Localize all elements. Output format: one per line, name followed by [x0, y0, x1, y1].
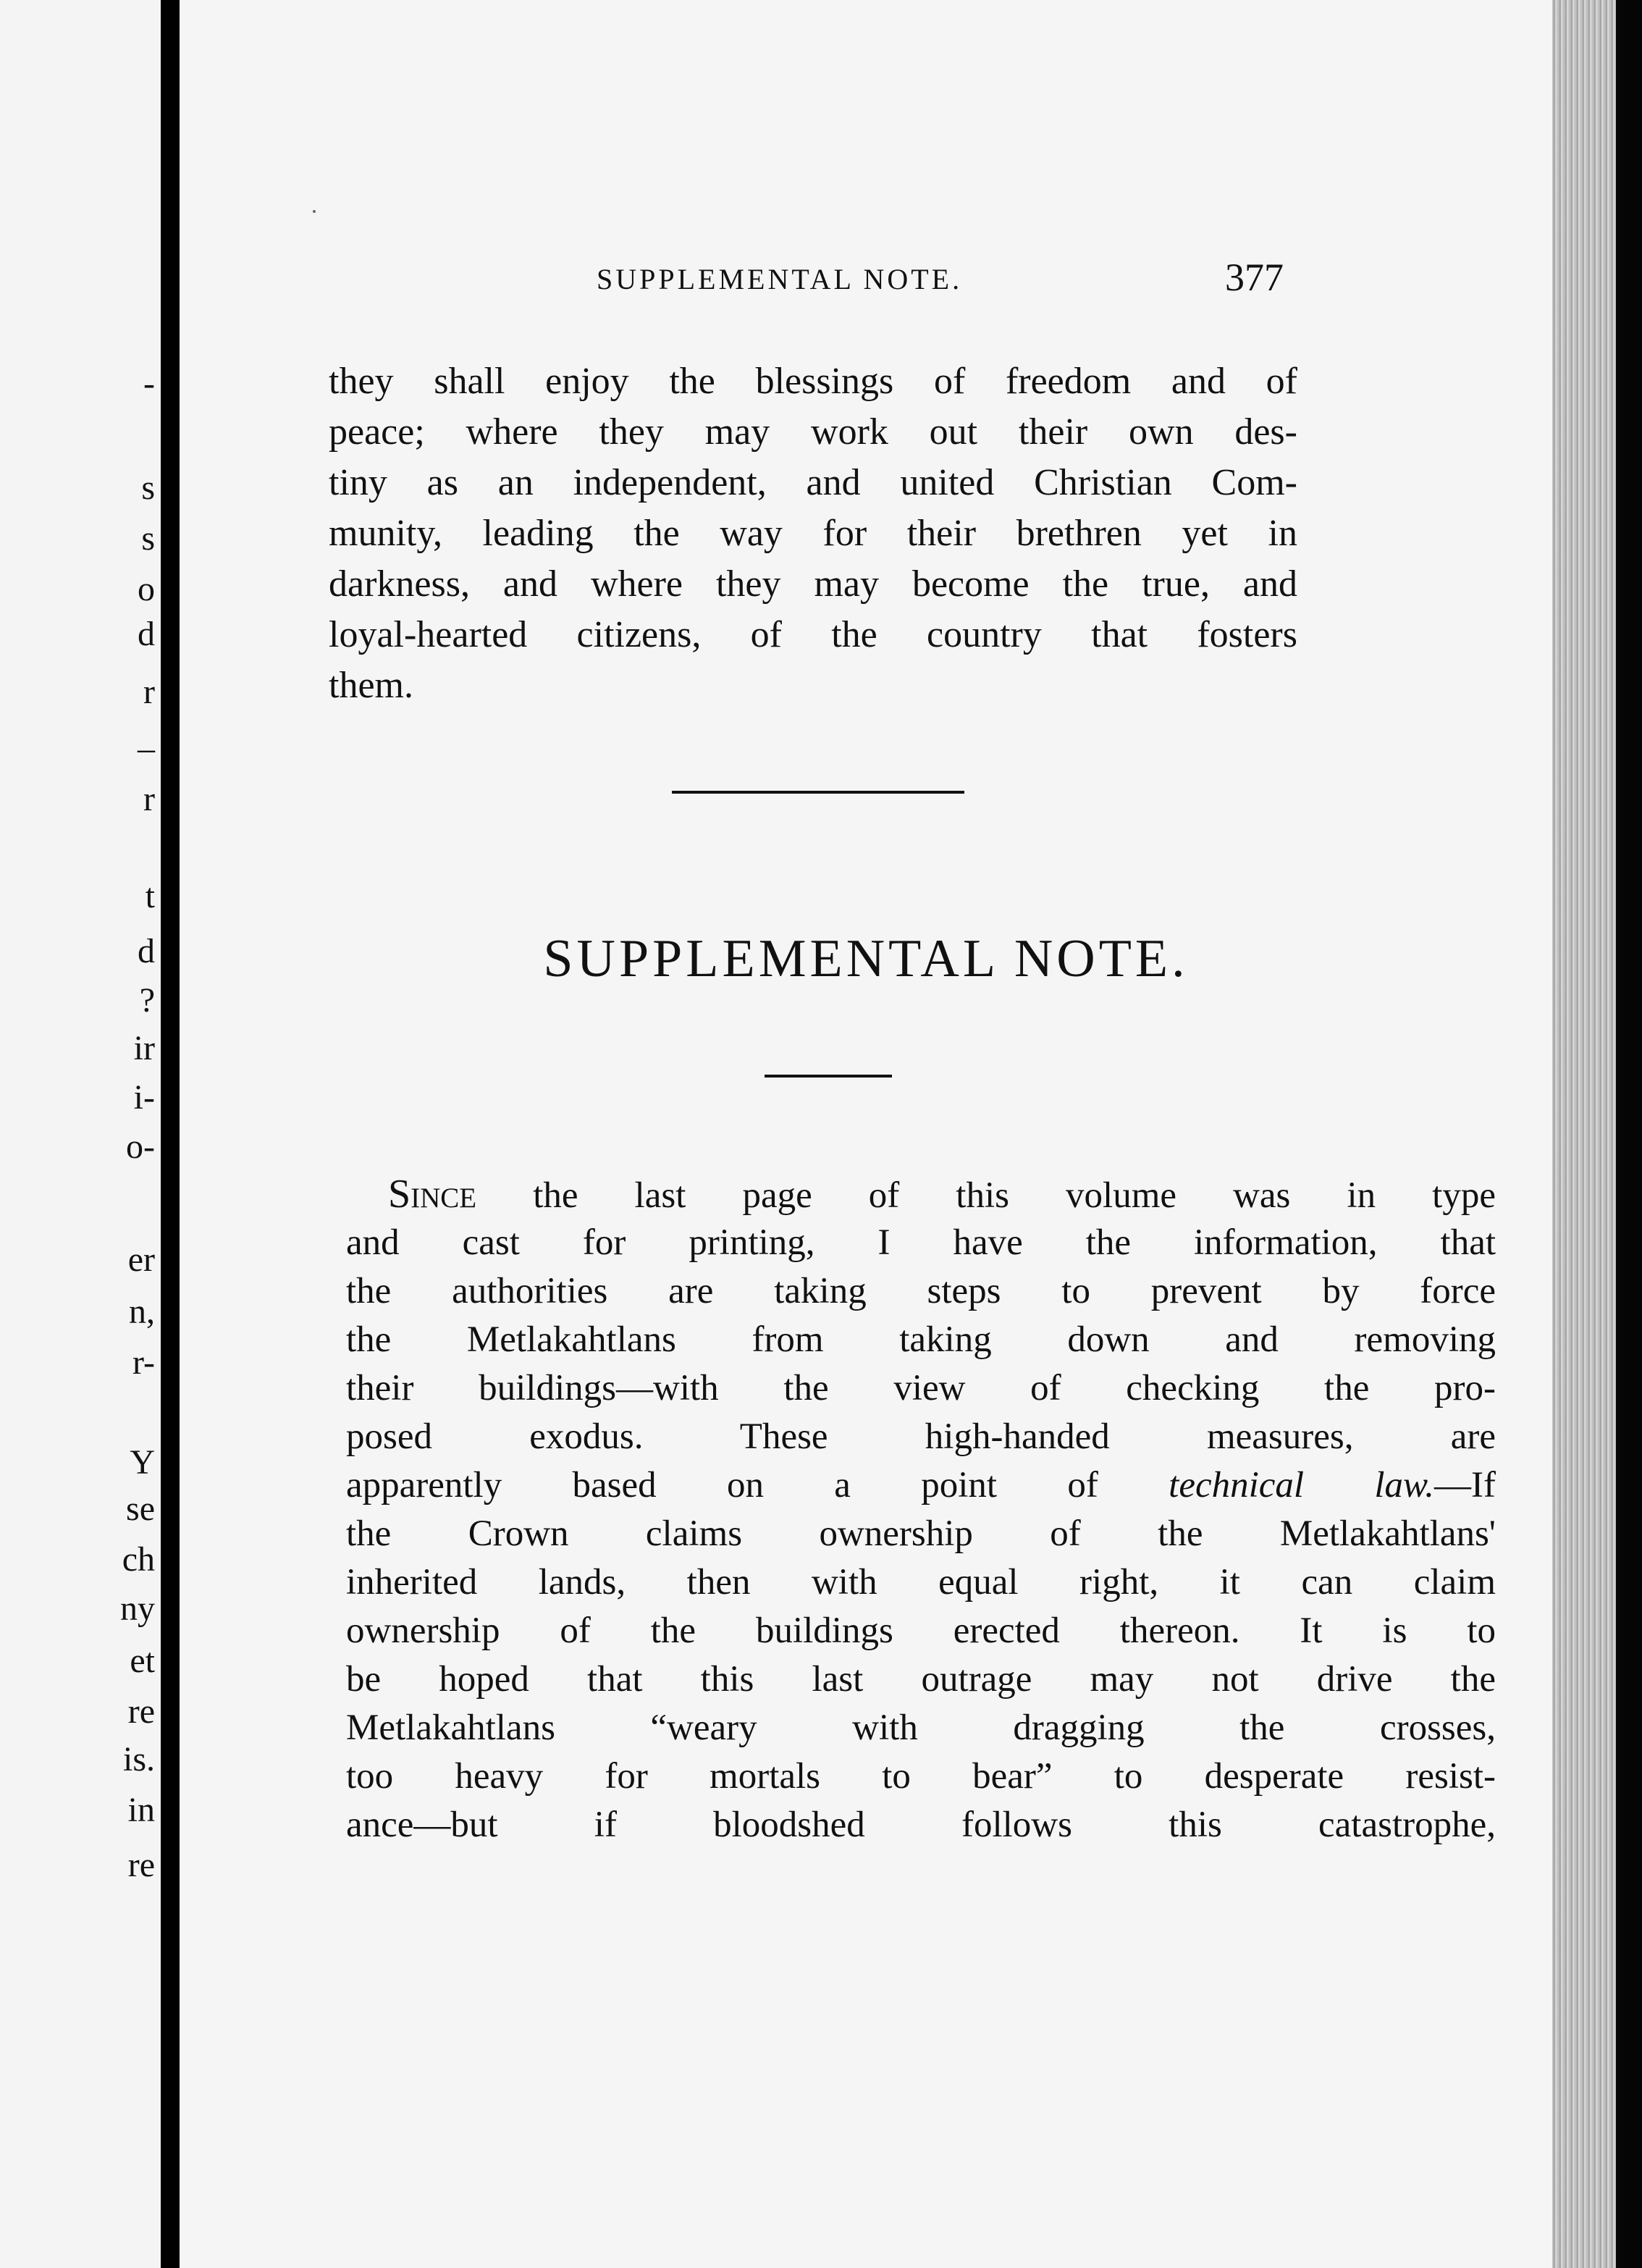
edge-fragment: se: [126, 1490, 155, 1528]
continuation-paragraph: [329, 356, 1297, 711]
edge-fragment: Y: [130, 1443, 155, 1482]
running-head: [180, 256, 1552, 306]
text-line: and cast for printing, I have the information, that: [346, 1222, 1496, 1263]
text-line: the authorities are taking steps to prevent by force: [346, 1271, 1496, 1311]
text-line: too heavy for mortals to bear” to desperate resist-: [346, 1756, 1496, 1797]
edge-fragment: is.: [122, 1740, 155, 1778]
line-text: apparently based on a point of: [346, 1465, 1169, 1505]
text-line: [346, 1461, 1496, 1510]
text-line: them.: [329, 665, 413, 706]
edge-fragment: re: [127, 1846, 155, 1884]
page-number: 377: [1225, 256, 1284, 299]
edge-fragment: s: [141, 469, 155, 507]
edge-fragment: s: [141, 519, 155, 558]
edge-fragment: i-: [133, 1078, 155, 1117]
text-line: darkness, and where they may become the true, and: [329, 563, 1297, 605]
text-line: ownership of the buildings erected thereon. It is to: [346, 1610, 1496, 1651]
edge-fragment: d: [138, 615, 155, 653]
edge-fragment: ch: [122, 1540, 155, 1579]
edge-fragment: n,: [129, 1293, 155, 1331]
edge-fragment: -: [143, 364, 155, 403]
text-line: their buildings—with the view of checking the pro-: [346, 1368, 1496, 1408]
book-page-edges: [1552, 0, 1616, 2268]
left-page-text-fragments: [75, 0, 155, 2268]
text-line: ance—but if bloodshed follows this catastrophe,: [346, 1805, 1496, 1845]
edge-fragment: ny: [120, 1589, 155, 1628]
text-line: posed exodus. These high-handed measures, are: [346, 1416, 1496, 1457]
heading-underline-rule: [765, 1075, 892, 1078]
edge-fragment: et: [130, 1642, 155, 1680]
edge-fragment: in: [127, 1791, 155, 1829]
italic-phrase: technical law.: [1169, 1465, 1435, 1505]
text-line: they shall enjoy the blessings of freedom and of: [329, 361, 1297, 402]
text-line: be hoped that this last outrage may not drive the: [346, 1659, 1496, 1700]
edge-fragment: t: [145, 877, 155, 915]
text-line: peace; where they may work out their own des-: [329, 411, 1297, 453]
scan-border: [1616, 0, 1642, 2268]
edge-fragment: r: [143, 780, 155, 818]
edge-fragment: ?: [139, 981, 155, 1020]
edge-fragment: r: [143, 673, 155, 711]
text-line: Metlakahtlans “weary with dragging the crosses,: [346, 1708, 1496, 1748]
edge-fragment: o: [138, 570, 155, 608]
first-word-small-caps: Since: [388, 1172, 477, 1217]
running-head-title: SUPPLEMENTAL NOTE.: [597, 263, 963, 295]
left-page-edge: [0, 0, 161, 2268]
right-page: [180, 0, 1552, 2268]
edge-fragment: o-: [126, 1127, 155, 1166]
edge-fragment: ir: [133, 1029, 155, 1067]
paper-speck: [313, 210, 316, 213]
edge-fragment: d: [138, 932, 155, 970]
edge-fragment: er: [127, 1240, 155, 1279]
edge-fragment: re: [127, 1692, 155, 1731]
text-line: the Crown claims ownership of the Metlakahtlans': [346, 1513, 1496, 1554]
line-text: the last page of this volume was in type: [476, 1175, 1496, 1216]
edge-fragment: –: [138, 729, 155, 768]
section-divider-rule: [672, 791, 964, 794]
text-line: the Metlakahtlans from taking down and removing: [346, 1319, 1496, 1360]
text-line: [346, 1170, 1496, 1219]
text-line: tiny as an independent, and united Christian Com-: [329, 462, 1297, 503]
section-heading: SUPPLEMENTAL NOTE.: [543, 929, 1189, 988]
text-line: munity, leading the way for their brethren yet in: [329, 513, 1297, 554]
book-gutter: [161, 0, 180, 2268]
text-line: loyal-hearted citizens, of the country that fosters: [329, 614, 1297, 655]
line-text: —If: [1434, 1465, 1496, 1505]
supplemental-note-paragraph: [346, 1170, 1496, 1849]
text-line: inherited lands, then with equal right, it can claim: [346, 1562, 1496, 1603]
edge-fragment: r-: [132, 1343, 155, 1382]
